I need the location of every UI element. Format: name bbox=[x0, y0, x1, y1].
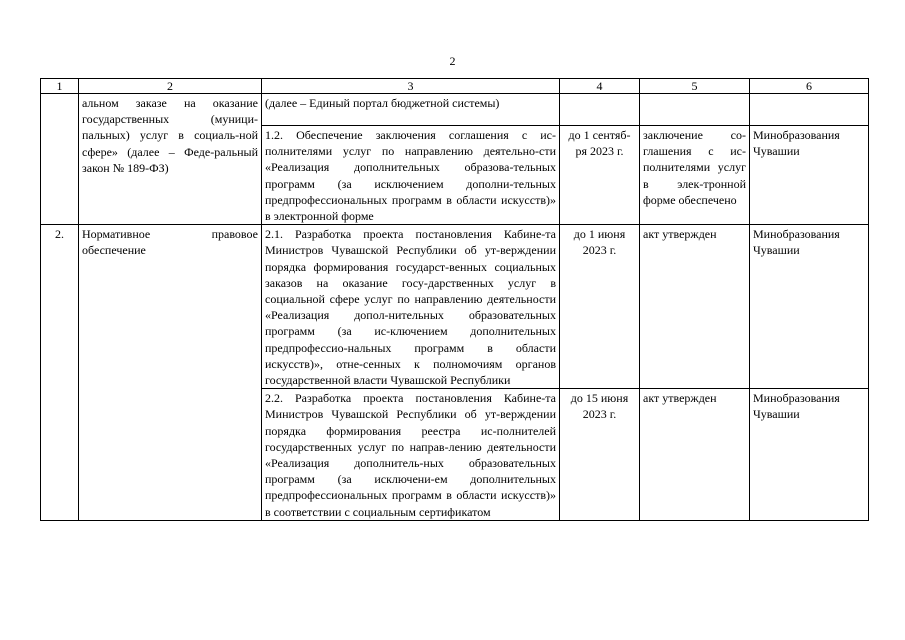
row3-responsible-cell: Минобразования Чувашии bbox=[750, 389, 869, 521]
row2-result-cell: акт утвержден bbox=[640, 225, 750, 389]
row0-section-cell: альном заказе на оказание государственных (муници-пальных) услуг в социаль-ной сфере» (далее – Феде-ральный закон № 189-ФЗ) bbox=[79, 94, 262, 225]
row2-number-cell: 2. bbox=[41, 225, 79, 521]
header-col-3: 3 bbox=[262, 79, 560, 94]
header-col-6: 6 bbox=[750, 79, 869, 94]
row0-number-cell bbox=[41, 94, 79, 225]
header-col-5: 5 bbox=[640, 79, 750, 94]
header-col-2: 2 bbox=[79, 79, 262, 94]
row1-responsible-cell: Минобразования Чувашии bbox=[750, 126, 869, 225]
row3-deadline-cell: до 15 июня 2023 г. bbox=[560, 389, 640, 521]
row1-activity-cell: 1.2. Обеспечение заключения соглашения с ис-полнителями услуг по направлению деятельно-сти «Реализация дополнительных образова-тельных программ (за исключением дополни-тельных предпрофессиональных программ в области искусств)» в электронной форме bbox=[262, 126, 560, 225]
row1-deadline-cell: до 1 сентяб-ря 2023 г. bbox=[560, 126, 640, 225]
row0-activity-cell: (далее – Единый портал бюджетной системы) bbox=[262, 94, 560, 126]
header-col-4: 4 bbox=[560, 79, 640, 94]
row3-activity-cell: 2.2. Разработка проекта постановления Кабине-та Министров Чувашской Республики об ут-верждении порядка формирования реестра ис-полнителей государственных услуг по направ-лению деятельности «Реализация дополнитель-ных образовательных программ (за исключени-ем дополнительных предпрофессиональных программ в области искусств)» в соответствии с социальным сертификатом bbox=[262, 389, 560, 521]
row2-deadline-cell: до 1 июня 2023 г. bbox=[560, 225, 640, 389]
row0-deadline-cell bbox=[560, 94, 640, 126]
header-col-1: 1 bbox=[41, 79, 79, 94]
row1-result-cell: заключение со-глашения с ис-полнителями услуг в элек-тронной форме обеспечено bbox=[640, 126, 750, 225]
table-row bbox=[41, 94, 869, 126]
table-row bbox=[41, 225, 869, 389]
row0-responsible-cell bbox=[750, 94, 869, 126]
row2-section-cell: Нормативное правовое обеспечение bbox=[79, 225, 262, 521]
page-number: 2 bbox=[449, 54, 456, 68]
header-row bbox=[41, 79, 869, 94]
row2-activity-cell: 2.1. Разработка проекта постановления Кабине-та Министров Чувашской Республики об ут-верждении порядка формирования государст-венных социальных заказов на оказание госу-дарственных услуг в социальной сфере услуг по направлению деятельности «Реализация допол-нительных образовательных программ (за ис-ключением дополнительных предпрофессио-нальных программ в области искусств)», отне-сенных к полномочиям органов государственной власти Чувашской Республики bbox=[262, 225, 560, 389]
row3-result-cell: акт утвержден bbox=[640, 389, 750, 521]
row2-responsible-cell: Минобразования Чувашии bbox=[750, 225, 869, 389]
row0-result-cell bbox=[640, 94, 750, 126]
plan-table bbox=[40, 78, 869, 521]
